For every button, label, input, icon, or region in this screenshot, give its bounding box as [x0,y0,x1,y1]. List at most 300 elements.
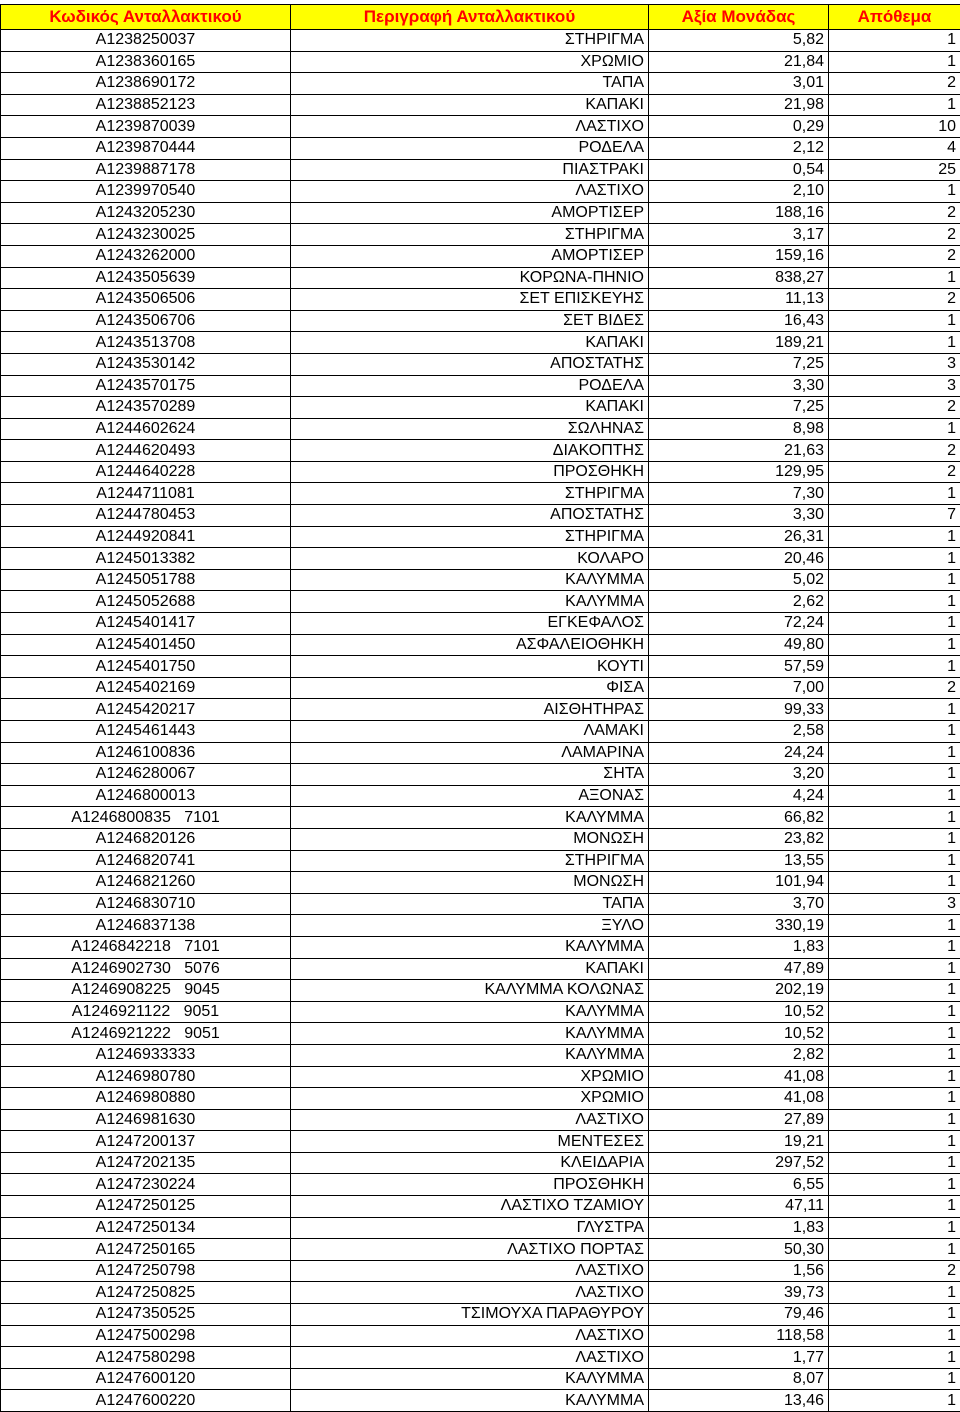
unit-price-cell: 189,21 [649,332,829,354]
table-row [1,1217,960,1239]
part-description-cell: ΚΑΛΥΜΜΑ [291,591,649,613]
part-code-cell: A1238852123 [1,94,291,116]
part-code-cell: A1246980780 [1,1066,291,1088]
part-description-cell: ΠΡΟΣΘΗΚΗ [291,1174,649,1196]
stock-cell: 7 [829,505,960,527]
part-description-cell: ΛΑΣΤΙΧΟ [291,181,649,203]
part-description-cell: ΣΤΗΡΙΓΜΑ [291,30,649,52]
part-description-cell: ΣΗΤΑ [291,764,649,786]
part-code-cell: A1247250825 [1,1282,291,1304]
unit-price-cell: 19,21 [649,1131,829,1153]
table-row [1,1044,960,1066]
stock-cell: 1 [829,1109,960,1131]
part-code-cell: A1246800835 7101 [1,807,291,829]
table-row [1,1174,960,1196]
unit-price-cell: 1,77 [649,1347,829,1369]
table-row [1,828,960,850]
part-description-cell: ΛΑΜΑΚΙ [291,721,649,743]
part-code-cell: A1247230224 [1,1174,291,1196]
part-description-cell: ΚΟΡΩΝΑ-ΠΗΝΙΟ [291,267,649,289]
stock-cell: 1 [829,591,960,613]
table-row [1,1260,960,1282]
table-row [1,181,960,203]
part-code-cell: A1238360165 [1,51,291,73]
stock-cell: 1 [829,1347,960,1369]
part-description-cell: ΚΑΠΑΚΙ [291,332,649,354]
header-stock: Απόθεμα [829,5,960,30]
part-code-cell: A1246842218 7101 [1,936,291,958]
part-description-cell: ΛΑΣΤΙΧΟ ΤΖΑΜΙΟΥ [291,1196,649,1218]
stock-cell: 2 [829,245,960,267]
part-code-cell: A1245401450 [1,634,291,656]
part-description-cell: ΡΟΔΕΛΑ [291,137,649,159]
unit-price-cell: 5,02 [649,569,829,591]
stock-cell: 1 [829,613,960,635]
part-description-cell: ΣΕΤ ΒΙΔΕΣ [291,310,649,332]
stock-cell: 1 [829,1088,960,1110]
stock-cell: 1 [829,1152,960,1174]
stock-cell: 1 [829,1390,960,1412]
unit-price-cell: 2,62 [649,591,829,613]
table-row [1,1304,960,1326]
stock-cell: 1 [829,656,960,678]
unit-price-cell: 2,12 [649,137,829,159]
part-code-cell: A1243570175 [1,375,291,397]
part-description-cell: ΜΟΝΩΣΗ [291,828,649,850]
part-description-cell: ΚΑΛΥΜΜΑ [291,1023,649,1045]
part-description-cell: ΕΓΚΕΦΑΛΟΣ [291,613,649,635]
unit-price-cell: 47,89 [649,958,829,980]
unit-price-cell: 101,94 [649,872,829,894]
part-code-cell: A1243530142 [1,353,291,375]
unit-price-cell: 1,83 [649,936,829,958]
table-row [1,569,960,591]
unit-price-cell: 129,95 [649,461,829,483]
part-code-cell: A1246980880 [1,1088,291,1110]
table-row [1,807,960,829]
unit-price-cell: 7,25 [649,353,829,375]
part-description-cell: ΛΑΣΤΙΧΟ [291,1260,649,1282]
table-row [1,245,960,267]
part-code-cell: A1239870039 [1,116,291,138]
unit-price-cell: 7,30 [649,483,829,505]
stock-cell: 1 [829,526,960,548]
table-row [1,461,960,483]
part-code-cell: A1245401750 [1,656,291,678]
unit-price-cell: 20,46 [649,548,829,570]
part-code-cell: A1243505639 [1,267,291,289]
part-description-cell: ΓΛΥΣΤΡΑ [291,1217,649,1239]
part-description-cell: ΚΑΛΥΜΜΑ ΚΟΛΩΝΑΣ [291,980,649,1002]
part-description-cell: ΚΑΛΥΜΜΑ [291,1044,649,1066]
unit-price-cell: 3,01 [649,73,829,95]
unit-price-cell: 118,58 [649,1325,829,1347]
part-code-cell: A1246921222 9051 [1,1023,291,1045]
unit-price-cell: 23,82 [649,828,829,850]
stock-cell: 2 [829,440,960,462]
table-row [1,526,960,548]
stock-cell: 1 [829,30,960,52]
stock-cell: 1 [829,828,960,850]
unit-price-cell: 49,80 [649,634,829,656]
stock-cell: 1 [829,980,960,1002]
table-row [1,116,960,138]
table-row [1,764,960,786]
stock-cell: 2 [829,224,960,246]
table-row [1,418,960,440]
table-row [1,613,960,635]
part-description-cell: ΔΙΑΚΟΠΤΗΣ [291,440,649,462]
part-description-cell: ΧΡΩΜΙΟ [291,1066,649,1088]
stock-cell: 1 [829,1196,960,1218]
part-code-cell: A1247500298 [1,1325,291,1347]
part-code-cell: A1244711081 [1,483,291,505]
part-code-cell: A1245402169 [1,677,291,699]
unit-price-cell: 188,16 [649,202,829,224]
part-code-cell: A1244602624 [1,418,291,440]
part-code-cell: A1243506706 [1,310,291,332]
part-description-cell: ΑΜΟΡΤΙΣΕΡ [291,245,649,267]
table-row [1,1347,960,1369]
part-description-cell: ΡΟΔΕΛΑ [291,375,649,397]
unit-price-cell: 1,56 [649,1260,829,1282]
unit-price-cell: 5,82 [649,30,829,52]
header-part-code: Κωδικός Ανταλλακτικού [1,5,291,30]
part-description-cell: ΣΩΛΗΝΑΣ [291,418,649,440]
table-row [1,483,960,505]
part-description-cell: ΧΡΩΜΙΟ [291,1088,649,1110]
part-description-cell: ΤΑΠΑ [291,893,649,915]
stock-cell: 3 [829,375,960,397]
stock-cell: 2 [829,202,960,224]
part-code-cell: A1243205230 [1,202,291,224]
part-description-cell: ΠΙΑΣΤΡΑΚΙ [291,159,649,181]
part-code-cell: A1245420217 [1,699,291,721]
stock-cell: 1 [829,936,960,958]
table-row [1,850,960,872]
part-description-cell: ΜΟΝΩΣΗ [291,872,649,894]
part-description-cell: ΚΛΕΙΔΑΡΙΑ [291,1152,649,1174]
part-code-cell: A1239870444 [1,137,291,159]
part-code-cell: A1243506506 [1,289,291,311]
table-row [1,375,960,397]
unit-price-cell: 24,24 [649,742,829,764]
table-row [1,94,960,116]
unit-price-cell: 10,52 [649,1023,829,1045]
unit-price-cell: 838,27 [649,267,829,289]
part-description-cell: ΚΑΛΥΜΜΑ [291,807,649,829]
table-row [1,699,960,721]
part-description-cell: ΑΜΟΡΤΙΣΕΡ [291,202,649,224]
part-code-cell: A1247250165 [1,1239,291,1261]
unit-price-cell: 1,83 [649,1217,829,1239]
stock-cell: 1 [829,634,960,656]
table-row [1,30,960,52]
part-description-cell: ΧΡΩΜΙΟ [291,51,649,73]
part-code-cell: A1243230025 [1,224,291,246]
unit-price-cell: 21,98 [649,94,829,116]
part-description-cell: ΛΑΣΤΙΧΟ [291,1282,649,1304]
unit-price-cell: 0,54 [649,159,829,181]
part-code-cell: A1243513708 [1,332,291,354]
stock-cell: 2 [829,397,960,419]
table-row [1,1152,960,1174]
unit-price-cell: 4,24 [649,785,829,807]
stock-cell: 2 [829,461,960,483]
unit-price-cell: 2,10 [649,181,829,203]
part-code-cell: A1247600120 [1,1368,291,1390]
part-code-cell: A1239887178 [1,159,291,181]
stock-cell: 1 [829,915,960,937]
stock-cell: 1 [829,1131,960,1153]
part-code-cell: A1246280067 [1,764,291,786]
unit-price-cell: 13,46 [649,1390,829,1412]
part-description-cell: ΚΑΛΥΜΜΑ [291,1001,649,1023]
stock-cell: 1 [829,764,960,786]
table-row [1,634,960,656]
stock-cell: 1 [829,1001,960,1023]
part-description-cell: ΚΟΥΤΙ [291,656,649,678]
part-code-cell: A1247202135 [1,1152,291,1174]
unit-price-cell: 47,11 [649,1196,829,1218]
table-row [1,1390,960,1412]
part-description-cell: ΚΑΠΑΚΙ [291,94,649,116]
part-code-cell: A1246830710 [1,893,291,915]
stock-cell: 1 [829,1044,960,1066]
stock-cell: 1 [829,1239,960,1261]
part-code-cell: A1246921122 9051 [1,1001,291,1023]
part-code-cell: A1244640228 [1,461,291,483]
part-description-cell: ΛΑΜΑΡΙΝΑ [291,742,649,764]
unit-price-cell: 21,84 [649,51,829,73]
unit-price-cell: 202,19 [649,980,829,1002]
header-row [1,5,960,30]
table-row [1,677,960,699]
table-row [1,1001,960,1023]
stock-cell: 1 [829,872,960,894]
unit-price-cell: 13,55 [649,850,829,872]
table-row [1,548,960,570]
stock-cell: 1 [829,1282,960,1304]
part-code-cell: A1247200137 [1,1131,291,1153]
table-row [1,159,960,181]
table-row [1,267,960,289]
part-description-cell: ΚΑΠΑΚΙ [291,958,649,980]
stock-cell: 1 [829,1304,960,1326]
unit-price-cell: 72,24 [649,613,829,635]
stock-cell: 1 [829,1325,960,1347]
part-code-cell: A1246821260 [1,872,291,894]
part-description-cell: ΚΑΛΥΜΜΑ [291,936,649,958]
unit-price-cell: 3,70 [649,893,829,915]
part-code-cell: A1246820126 [1,828,291,850]
part-description-cell: ΣΤΗΡΙΓΜΑ [291,224,649,246]
part-code-cell: A1246820741 [1,850,291,872]
part-code-cell: A1246100836 [1,742,291,764]
stock-cell: 1 [829,958,960,980]
stock-cell: 1 [829,742,960,764]
stock-cell: 1 [829,785,960,807]
unit-price-cell: 39,73 [649,1282,829,1304]
table-row [1,1131,960,1153]
unit-price-cell: 7,00 [649,677,829,699]
part-description-cell: ΛΑΣΤΙΧΟ ΠΟΡΤΑΣ [291,1239,649,1261]
part-code-cell: A1244780453 [1,505,291,527]
parts-inventory-table [0,4,960,1412]
stock-cell: 1 [829,1023,960,1045]
part-code-cell: A1247580298 [1,1347,291,1369]
stock-cell: 2 [829,289,960,311]
unit-price-cell: 297,52 [649,1152,829,1174]
table-row [1,1239,960,1261]
stock-cell: 1 [829,1217,960,1239]
table-row [1,1023,960,1045]
table-row [1,289,960,311]
part-code-cell: A1244920841 [1,526,291,548]
table-row [1,440,960,462]
unit-price-cell: 21,63 [649,440,829,462]
part-description-cell: ΣΕΤ ΕΠΙΣΚΕΥΗΣ [291,289,649,311]
stock-cell: 25 [829,159,960,181]
stock-cell: 10 [829,116,960,138]
table-row [1,721,960,743]
part-description-cell: ΣΤΗΡΙΓΜΑ [291,526,649,548]
part-description-cell: ΚΑΛΥΜΜΑ [291,1390,649,1412]
part-code-cell: A1246902730 5076 [1,958,291,980]
unit-price-cell: 2,82 [649,1044,829,1066]
part-code-cell: A1247250134 [1,1217,291,1239]
unit-price-cell: 41,08 [649,1088,829,1110]
part-description-cell: ΑΙΣΘΗΤΗΡΑΣ [291,699,649,721]
stock-cell: 1 [829,181,960,203]
table-row [1,1282,960,1304]
unit-price-cell: 16,43 [649,310,829,332]
header-part-description: Περιγραφή Ανταλλακτικού [291,5,649,30]
table-row [1,73,960,95]
table-row [1,1368,960,1390]
table-row [1,958,960,980]
table-row [1,1325,960,1347]
stock-cell: 1 [829,850,960,872]
table-row [1,1088,960,1110]
table-row [1,505,960,527]
stock-cell: 1 [829,267,960,289]
part-code-cell: A1238250037 [1,30,291,52]
stock-cell: 1 [829,699,960,721]
stock-cell: 1 [829,1174,960,1196]
part-description-cell: ΑΠΟΣΤΑΤΗΣ [291,505,649,527]
stock-cell: 4 [829,137,960,159]
table-row [1,397,960,419]
unit-price-cell: 66,82 [649,807,829,829]
unit-price-cell: 79,46 [649,1304,829,1326]
part-description-cell: ΛΑΣΤΙΧΟ [291,116,649,138]
stock-cell: 1 [829,1368,960,1390]
stock-cell: 1 [829,569,960,591]
part-code-cell: A1247600220 [1,1390,291,1412]
unit-price-cell: 99,33 [649,699,829,721]
part-code-cell: A1245052688 [1,591,291,613]
part-code-cell: A1245461443 [1,721,291,743]
part-description-cell: ΚΟΛΑΡΟ [291,548,649,570]
unit-price-cell: 7,25 [649,397,829,419]
table-row [1,656,960,678]
unit-price-cell: 10,52 [649,1001,829,1023]
part-description-cell: ΛΑΣΤΙΧΟ [291,1347,649,1369]
part-description-cell: ΚΑΛΥΜΜΑ [291,1368,649,1390]
stock-cell: 1 [829,721,960,743]
part-code-cell: A1243570289 [1,397,291,419]
unit-price-cell: 3,17 [649,224,829,246]
stock-cell: 1 [829,94,960,116]
part-code-cell: A1247350525 [1,1304,291,1326]
stock-cell: 2 [829,1260,960,1282]
part-description-cell: ΑΣΦΑΛΕΙΟΘΗΚΗ [291,634,649,656]
part-description-cell: ΤΑΠΑ [291,73,649,95]
part-code-cell: A1244620493 [1,440,291,462]
unit-price-cell: 3,30 [649,505,829,527]
table-row [1,137,960,159]
stock-cell: 2 [829,73,960,95]
part-code-cell: A1246908225 9045 [1,980,291,1002]
unit-price-cell: 330,19 [649,915,829,937]
table-row [1,872,960,894]
unit-price-cell: 8,98 [649,418,829,440]
stock-cell: 1 [829,51,960,73]
part-description-cell: ΤΣΙΜΟΥΧΑ ΠΑΡΑΘΥΡΟΥ [291,1304,649,1326]
unit-price-cell: 26,31 [649,526,829,548]
table-row [1,51,960,73]
unit-price-cell: 2,58 [649,721,829,743]
table-row [1,224,960,246]
stock-cell: 1 [829,310,960,332]
stock-cell: 1 [829,548,960,570]
part-description-cell: ΣΤΗΡΙΓΜΑ [291,850,649,872]
part-code-cell: A1246800013 [1,785,291,807]
part-description-cell: ΑΞΟΝΑΣ [291,785,649,807]
part-code-cell: A1243262000 [1,245,291,267]
part-description-cell: ΛΑΣΤΙΧΟ [291,1325,649,1347]
part-description-cell: ΚΑΠΑΚΙ [291,397,649,419]
stock-cell: 1 [829,1066,960,1088]
part-description-cell: ΞΥΛΟ [291,915,649,937]
table-row [1,936,960,958]
part-description-cell: ΑΠΟΣΤΑΤΗΣ [291,353,649,375]
unit-price-cell: 11,13 [649,289,829,311]
stock-cell: 3 [829,893,960,915]
part-code-cell: A1247250125 [1,1196,291,1218]
part-description-cell: ΛΑΣΤΙΧΟ [291,1109,649,1131]
part-description-cell: ΣΤΗΡΙΓΜΑ [291,483,649,505]
part-code-cell: A1247250798 [1,1260,291,1282]
table-row [1,332,960,354]
table-row [1,310,960,332]
table-row [1,591,960,613]
table-row [1,1066,960,1088]
stock-cell: 3 [829,353,960,375]
table-row [1,980,960,1002]
unit-price-cell: 8,07 [649,1368,829,1390]
unit-price-cell: 3,20 [649,764,829,786]
table-row [1,893,960,915]
part-code-cell: A1245013382 [1,548,291,570]
table-row [1,1109,960,1131]
table-row [1,915,960,937]
stock-cell: 2 [829,677,960,699]
unit-price-cell: 50,30 [649,1239,829,1261]
part-code-cell: A1245401417 [1,613,291,635]
part-description-cell: ΚΑΛΥΜΜΑ [291,569,649,591]
